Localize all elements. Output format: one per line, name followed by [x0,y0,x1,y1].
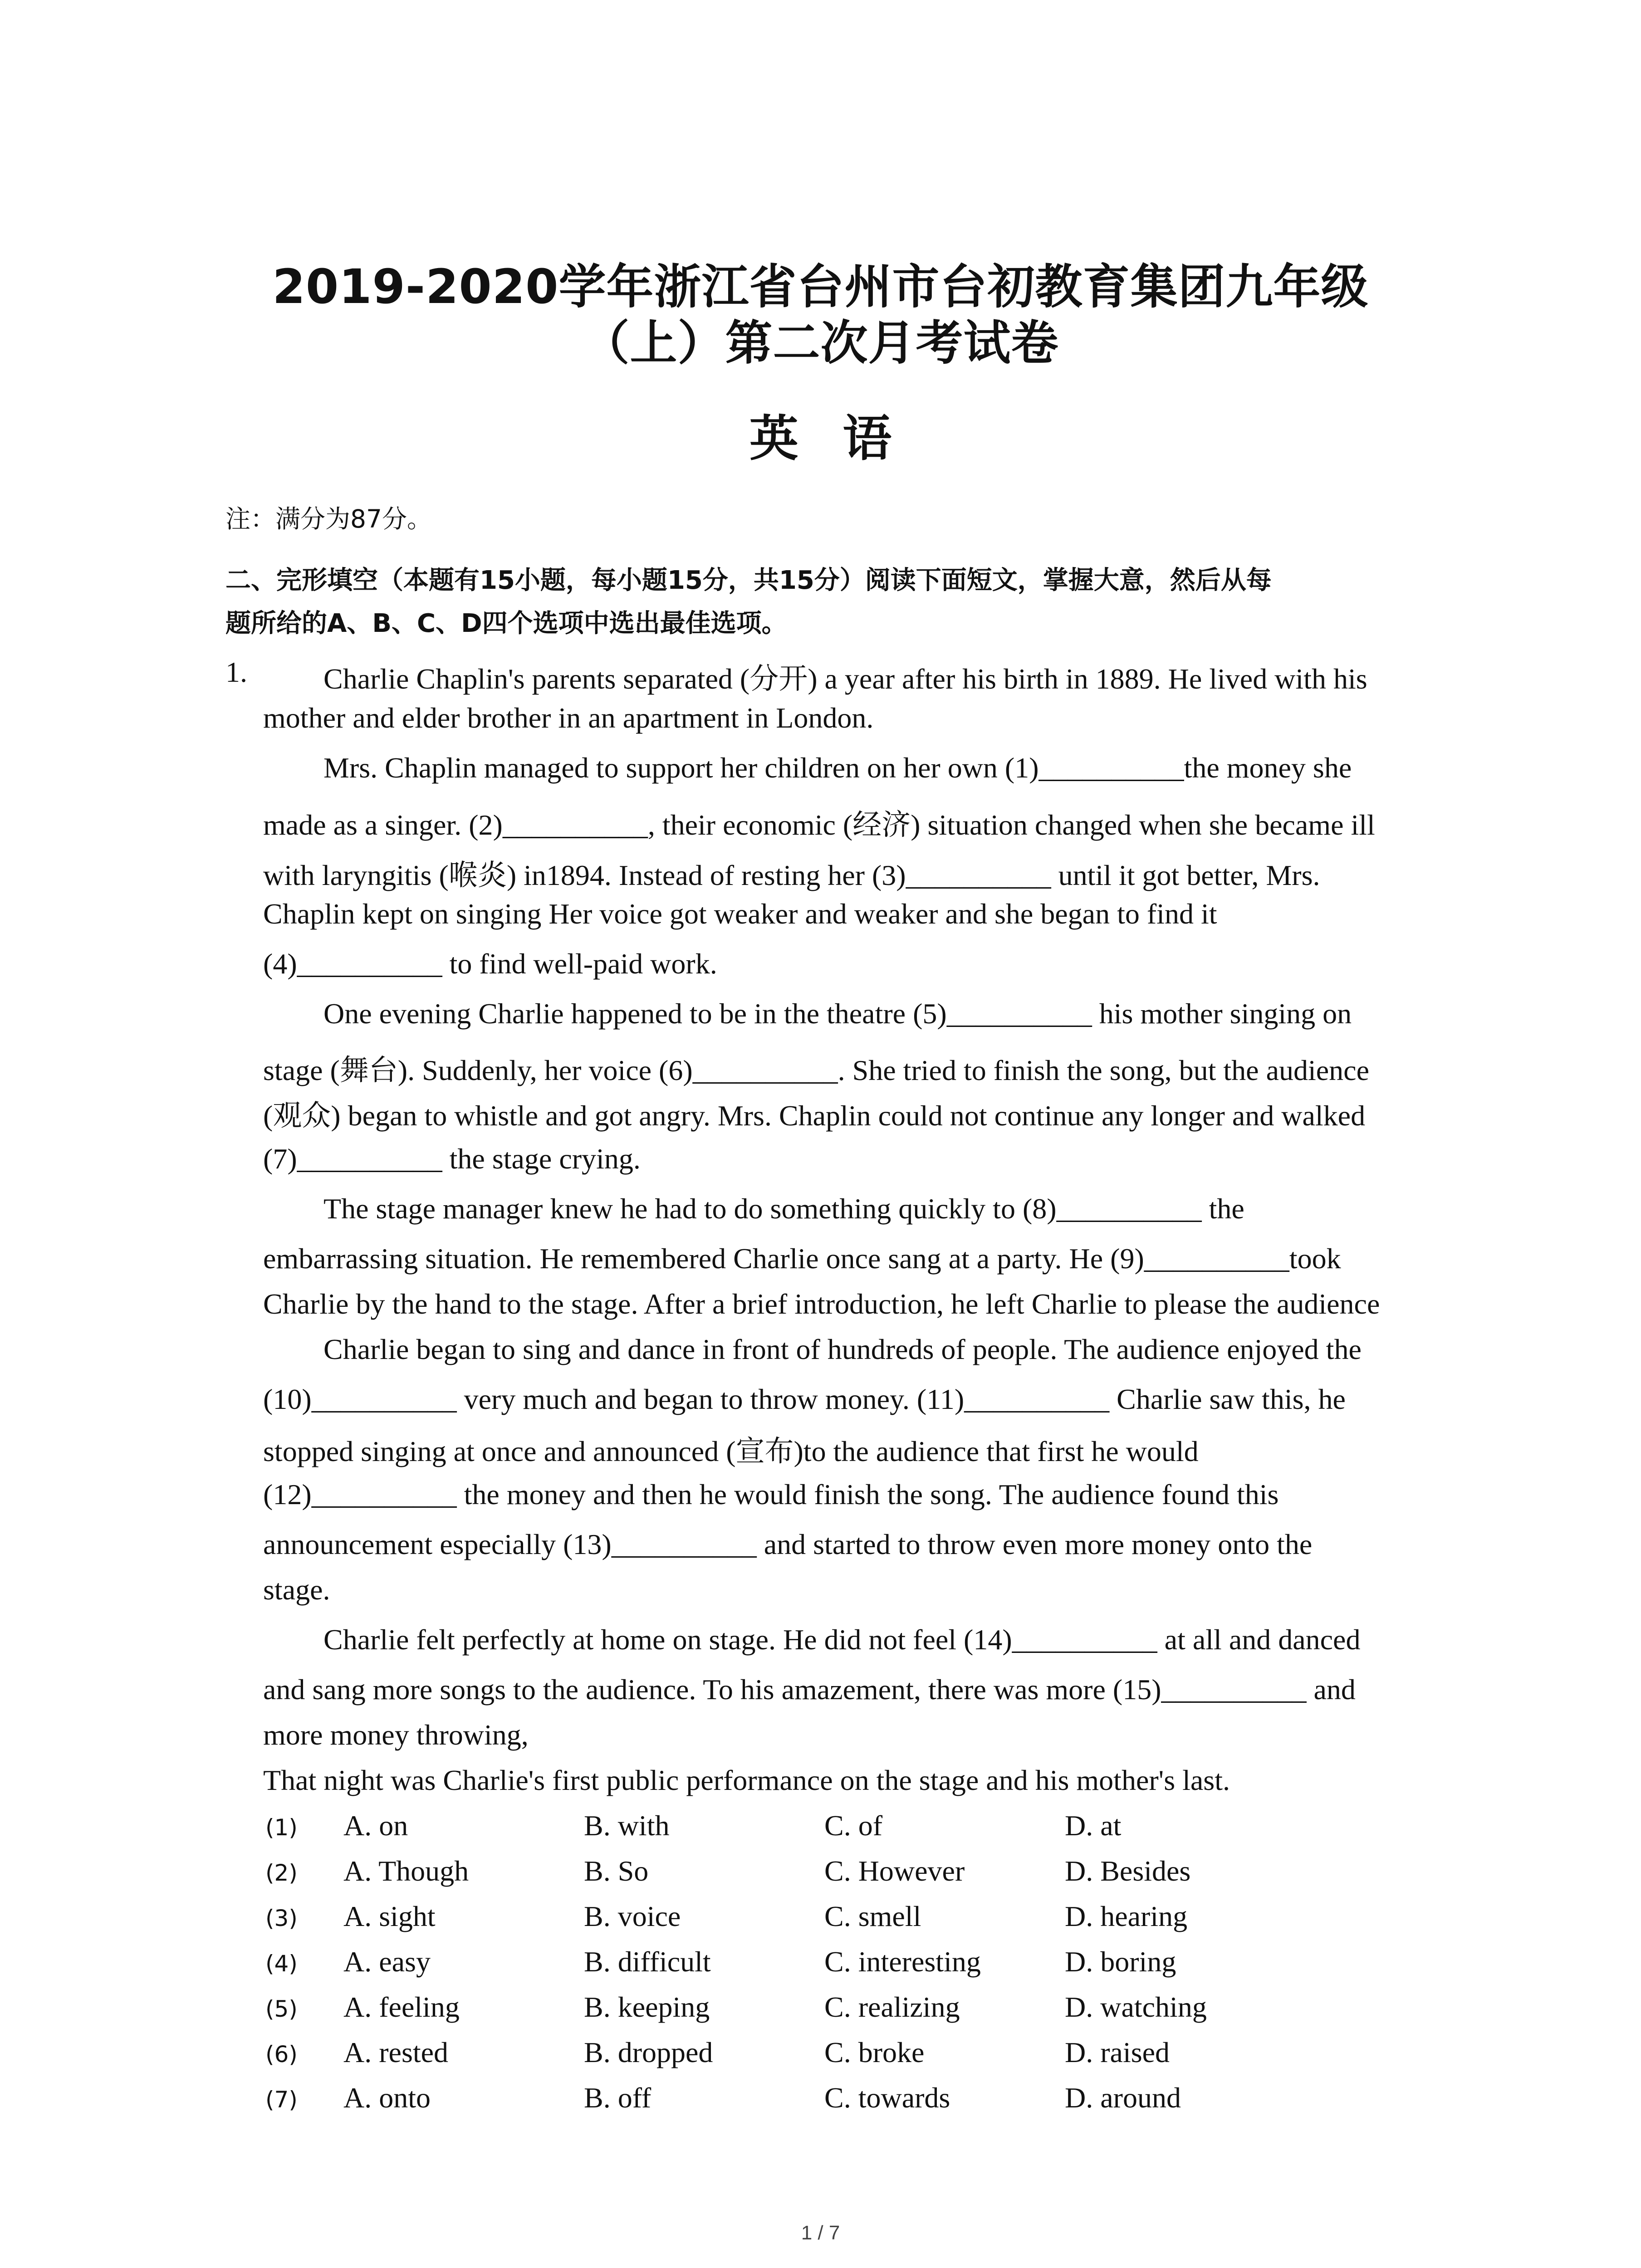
option-d: D. watching [1065,1991,1207,2023]
passage-line: mother and elder brother in an apartment in London. [263,702,874,734]
option-b: B. So [584,1855,649,1887]
passage-line: Charlie began to sing and dance in front of hundreds of people. The audience enjoyed the [323,1333,1362,1365]
passage-line: stage. [263,1574,330,1606]
option-b: B. voice [584,1900,681,1932]
passage-line: The stage manager knew he had to do something quickly to (8)__________ the [323,1193,1244,1225]
passage-line: (7)__________ the stage crying. [263,1143,641,1175]
score-note: 注：满分为87分。 [225,504,432,533]
option-a: A. easy [343,1945,431,1978]
passage-line: embarrassing situation. He remembered Charlie once sang at a party. He (9)__________took [263,1242,1341,1275]
passage-line: Mrs. Chaplin managed to support her children on her own (1)__________the money she [323,752,1352,784]
passage-line: Charlie by the hand to the stage. After a brief introduction, he left Charlie to please the audience [263,1288,1380,1320]
option-c: C. broke [824,2036,925,2068]
option-d: D. at [1065,1809,1122,1842]
passage-line: Charlie Chaplin's parents separated (分开) a year after his birth in 1889. He lived with his [323,663,1367,695]
exam-title-line-1: 2019-2020学年浙江省台州市台初教育集团九年级 [272,259,1369,314]
passage-line: (观众) began to whistle and got angry. Mrs. Chaplin could not continue any longer and walked [263,1100,1366,1132]
option-row-label: (1) [265,1814,298,1841]
option-b: B. keeping [584,1991,710,2023]
option-c: C. of [824,1809,882,1842]
option-a: A. Though [343,1855,469,1887]
subject-title: 英 语 [749,411,892,467]
option-row-label: (7) [265,2087,298,2113]
option-a: A. feeling [343,1991,460,2023]
passage-line: Charlie felt perfectly at home on stage. He did not feel (14)__________ at all and danced [323,1623,1361,1656]
passage-line: Chaplin kept on singing Her voice got weaker and weaker and she began to find it [263,898,1217,930]
option-d: D. around [1065,2082,1181,2114]
option-a: A. rested [343,2036,449,2068]
option-d: D. hearing [1065,1900,1188,1932]
option-row-label: (3) [265,1905,298,1931]
passage-line: and sang more songs to the audience. To his amazement, there was more (15)__________ and [263,1673,1356,1706]
option-d: D. boring [1065,1945,1176,1978]
option-a: A. on [343,1809,408,1842]
option-row-label: (6) [265,2041,298,2068]
passage-line: (10)__________ very much and began to throw money. (11)__________ Charlie saw this, he [263,1383,1346,1415]
passage-line: announcement especially (13)__________ and started to throw even more money onto the [263,1528,1313,1560]
exam-title-line-2: （上）第二次月考试卷 [582,315,1059,371]
passage-line: stopped singing at once and announced (宣布)to the audience that first he would [263,1435,1199,1467]
option-c: C. However [824,1855,965,1887]
section-instruction-line-1: 二、完形填空（本题有15小题，每小题15分，共15分）阅读下面短文，掌握大意，然后从每 [225,566,1272,595]
option-row-label: (2) [265,1860,298,1886]
option-b: B. off [584,2082,652,2114]
option-c: C. realizing [824,1991,960,2023]
option-a: A. onto [343,2082,431,2114]
passage-line: with laryngitis (喉炎) in1894. Instead of resting her (3)__________ until it got better, Mrs. [263,859,1320,891]
passage-line: (12)__________ the money and then he would finish the song. The audience found this [263,1478,1279,1510]
passage-line: One evening Charlie happened to be in the theatre (5)__________ his mother singing on [323,997,1352,1030]
passage-line: stage (舞台). Suddenly, her voice (6)__________. She tried to finish the song, but the audience [263,1054,1369,1086]
option-a: A. sight [343,1900,436,1932]
option-c: C. towards [824,2082,950,2114]
option-b: B. with [584,1809,670,1842]
option-row-label: (5) [265,1996,298,2022]
option-c: C. smell [824,1900,921,1932]
option-b: B. difficult [584,1945,711,1978]
page-number: 1 / 7 [801,2222,840,2244]
question-number: 1. [225,656,247,688]
passage-line: made as a singer. (2)__________, their economic (经济) situation changed when she became ill [263,809,1375,841]
section-instruction-line-2: 题所给的A、B、C、D四个选项中选出最佳选项。 [225,609,787,638]
passage-line: more money throwing, [263,1719,529,1751]
option-b: B. dropped [584,2036,713,2068]
passage-line: That night was Charlie's first public performance on the stage and his mother's last. [263,1764,1230,1796]
passage-line: (4)__________ to find well-paid work. [263,948,717,980]
option-d: D. Besides [1065,1855,1191,1887]
option-d: D. raised [1065,2036,1170,2068]
option-c: C. interesting [824,1945,981,1978]
option-row-label: (4) [265,1950,298,1977]
